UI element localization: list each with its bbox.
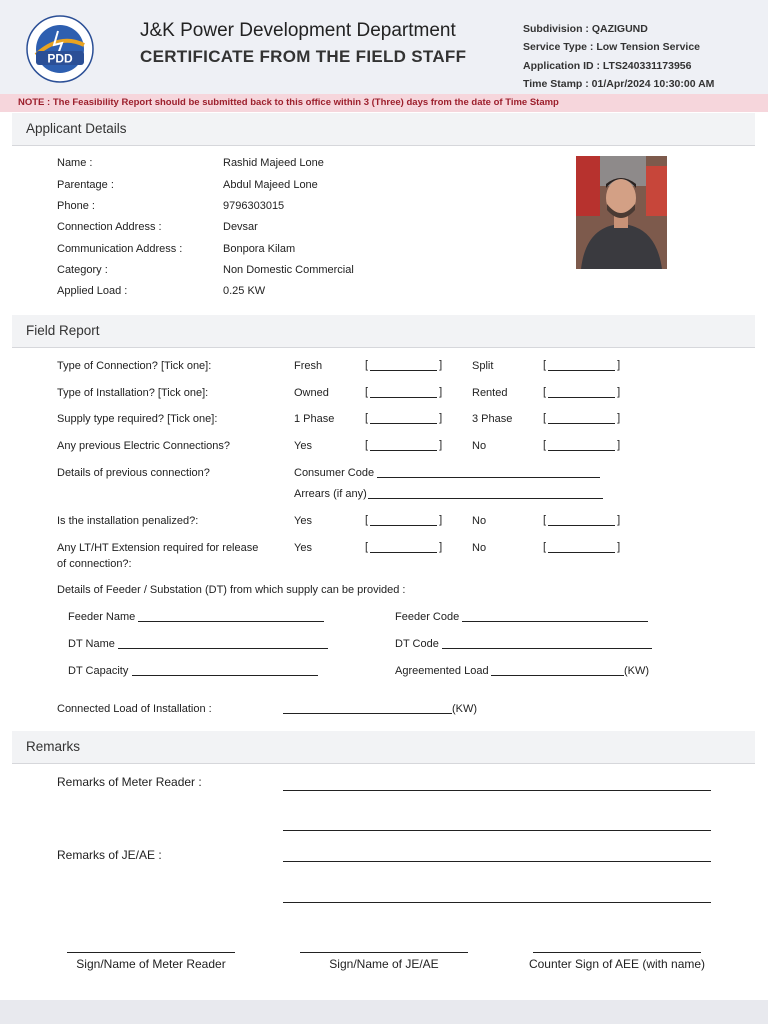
applicant-phone: 9796303015: [223, 200, 285, 212]
meter-reader-sign-label: Sign/Name of Meter Reader: [76, 957, 226, 971]
je-ae-remarks-line[interactable]: [283, 902, 711, 903]
dt-code-label: DT Code: [395, 638, 439, 650]
agreemented-load-label: Agreemented Load: [395, 665, 489, 677]
connected-load-label: Connected Load of Installation :: [57, 703, 212, 715]
meter-reader-sign-line[interactable]: [67, 952, 235, 953]
option-label: Fresh: [294, 360, 323, 372]
section-title: Remarks: [26, 739, 81, 754]
feeder-name-label: Feeder Name: [68, 611, 136, 623]
kw-unit: (KW): [624, 665, 650, 677]
option-label: No: [472, 515, 487, 527]
option-label: Rented: [472, 387, 508, 399]
tick-box[interactable]: [ ]: [543, 359, 621, 371]
time-stamp: Time Stamp : 01/Apr/2024 10:30:00 AM: [523, 77, 715, 90]
je-ae-remarks-line[interactable]: [283, 861, 711, 862]
communication-address: Bonpora Kilam: [223, 243, 296, 255]
consumer-code-label: Consumer Code: [294, 467, 375, 479]
feeder-code-label: Feeder Code: [395, 611, 460, 623]
meter-reader-remarks-line[interactable]: [283, 790, 711, 791]
kw-unit: (KW): [452, 703, 478, 715]
applicant-name: Rashid Majeed Lone: [223, 157, 324, 169]
note-text: NOTE : The Feasibility Report should be submitted back to this office within 3 (Three) days from the date of Time Stamp: [18, 97, 559, 108]
field-label: Applied Load :: [57, 285, 128, 297]
note-banner: [0, 94, 768, 112]
section-title: Field Report: [26, 323, 100, 338]
extension-question-line2: of connection?:: [57, 558, 132, 570]
applicant-photo: [576, 156, 667, 269]
field-label: Phone :: [57, 200, 95, 212]
certificate-title: CERTIFICATE FROM THE FIELD STAFF: [140, 47, 467, 66]
tick-box[interactable]: [ ]: [543, 412, 621, 424]
tick-box[interactable]: [ ]: [543, 541, 621, 553]
option-label: Owned: [294, 387, 329, 399]
field-label: Parentage :: [57, 179, 114, 191]
tick-box[interactable]: [ ]: [365, 514, 443, 526]
option-label: Split: [472, 360, 494, 372]
tick-box[interactable]: [ ]: [543, 439, 621, 451]
arrears-label: Arrears (if any): [294, 488, 367, 500]
aee-sign-line[interactable]: [533, 952, 701, 953]
tick-box[interactable]: [ ]: [543, 514, 621, 526]
service-type: Service Type : Low Tension Service: [523, 41, 701, 54]
field-label: Communication Address :: [57, 243, 183, 255]
connection-address: Devsar: [223, 221, 258, 233]
agreemented-load-field[interactable]: [491, 675, 624, 676]
meter-reader-remarks-label: Remarks of Meter Reader :: [57, 775, 202, 789]
previous-connection-details-question: Details of previous connection?: [57, 467, 210, 479]
application-id: Application ID : LTS240331173956: [523, 59, 692, 72]
tick-box[interactable]: [ ]: [365, 386, 443, 398]
pdd-logo: [24, 15, 96, 83]
dt-capacity-label: DT Capacity: [68, 665, 129, 677]
field-report-header: [12, 315, 755, 348]
feeder-name-field[interactable]: [138, 621, 324, 622]
applicant-parentage: Abdul Majeed Lone: [223, 179, 318, 191]
dt-capacity-field[interactable]: [132, 675, 318, 676]
field-label: Category :: [57, 264, 108, 276]
je-ae-sign-label: Sign/Name of JE/AE: [329, 957, 439, 971]
subdivision: Subdivision : QAZIGUND: [523, 23, 648, 35]
feeder-details-heading: Details of Feeder / Substation (DT) from which supply can be provided :: [57, 584, 406, 596]
option-label: No: [472, 440, 487, 452]
option-label: Yes: [294, 515, 312, 527]
remarks-header: [12, 731, 755, 764]
header: [0, 0, 768, 94]
feeder-code-field[interactable]: [462, 621, 648, 622]
option-label: Yes: [294, 542, 312, 554]
aee-sign-label: Counter Sign of AEE (with name): [528, 957, 706, 971]
tick-box[interactable]: [ ]: [365, 541, 443, 553]
section-title: Applicant Details: [26, 121, 127, 136]
supply-type-question: Supply type required? [Tick one]:: [57, 413, 218, 425]
arrears-field[interactable]: [368, 498, 603, 499]
dt-name-label: DT Name: [68, 638, 115, 650]
field-label: Name :: [57, 157, 93, 169]
tick-box[interactable]: [ ]: [365, 359, 443, 371]
option-label: No: [472, 542, 487, 554]
option-label: 3 Phase: [472, 413, 513, 425]
dt-code-field[interactable]: [442, 648, 652, 649]
previous-connection-question: Any previous Electric Connections?: [57, 440, 231, 452]
tick-box[interactable]: [ ]: [543, 386, 621, 398]
tick-box[interactable]: [ ]: [365, 412, 443, 424]
option-label: 1 Phase: [294, 413, 335, 425]
category: Non Domestic Commercial: [223, 264, 354, 276]
svg-text:PDD: PDD: [47, 51, 73, 66]
option-label: Yes: [294, 440, 312, 452]
connected-load-field[interactable]: [283, 713, 452, 714]
tick-box[interactable]: [ ]: [365, 439, 443, 451]
penalized-question: Is the installation penalized?:: [57, 515, 199, 527]
extension-question-line1: Any LT/HT Extension required for release: [57, 542, 259, 554]
applicant-details-header: [12, 113, 755, 146]
field-label: Connection Address :: [57, 221, 162, 233]
connection-type-question: Type of Connection? [Tick one]:: [57, 360, 212, 372]
dt-name-field[interactable]: [118, 648, 328, 649]
installation-type-question: Type of Installation? [Tick one]:: [57, 387, 209, 399]
department-name: J&K Power Development Department: [140, 20, 456, 41]
je-ae-remarks-label: Remarks of JE/AE :: [57, 848, 162, 862]
consumer-code-field[interactable]: [377, 477, 600, 478]
header-meta: [523, 20, 714, 93]
meter-reader-remarks-line[interactable]: [283, 830, 711, 831]
applied-load: 0.25 KW: [223, 285, 266, 297]
je-ae-sign-line[interactable]: [300, 952, 468, 953]
